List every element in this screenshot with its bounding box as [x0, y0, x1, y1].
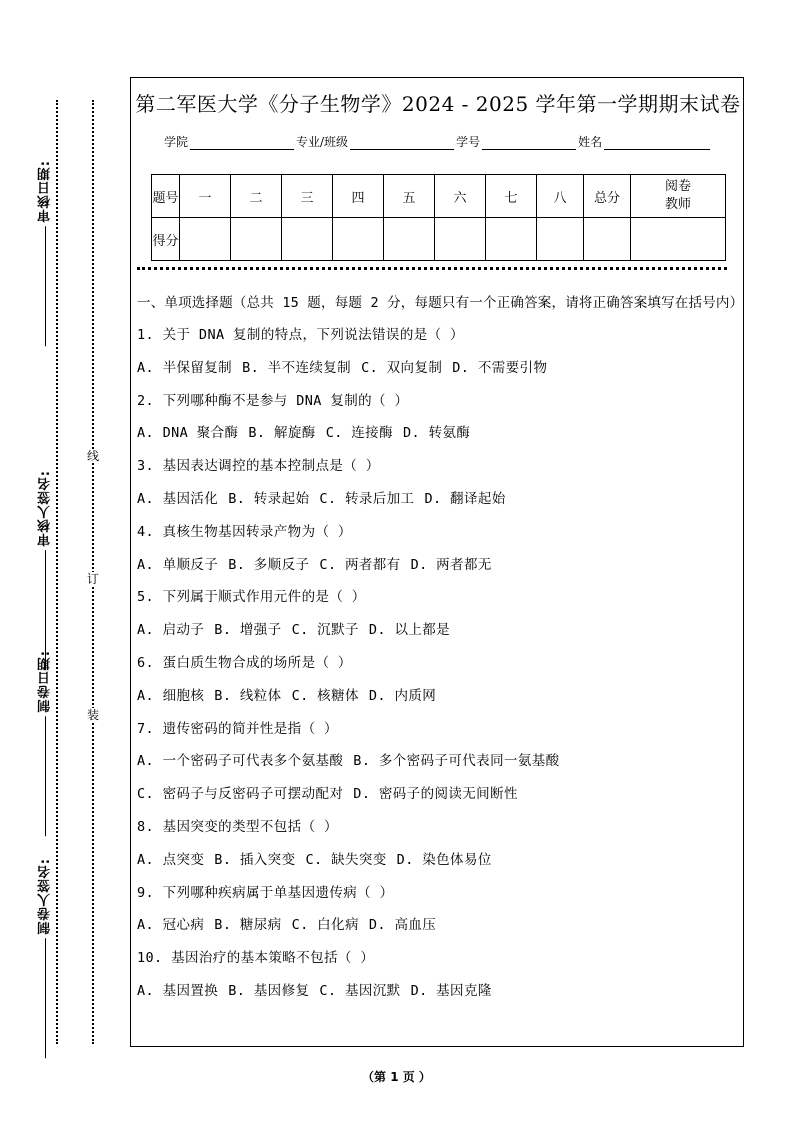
option[interactable]: A. 点突变 [137, 851, 205, 868]
name-field[interactable] [604, 137, 710, 150]
option[interactable]: D. 两者都无 [410, 556, 492, 573]
option[interactable]: A. 启动子 [137, 622, 205, 639]
col-7: 七 [486, 175, 537, 218]
options-9 [137, 909, 742, 942]
options-1 [137, 352, 742, 385]
review-date-label: 审核日期: [36, 160, 55, 346]
option[interactable]: C. 白化病 [291, 917, 359, 934]
option[interactable]: D. 高血压 [368, 917, 437, 934]
question-5: 5. 下列属于顺式作用元件的是（ ） [137, 589, 366, 606]
binding-char-bind: 装 [86, 708, 99, 722]
college-field[interactable] [190, 137, 294, 150]
options-8 [137, 844, 742, 877]
col-8: 八 [537, 175, 584, 218]
score-cell-grader[interactable] [631, 218, 726, 261]
option[interactable]: A. 细胞核 [137, 687, 205, 704]
options-6 [137, 680, 742, 713]
option[interactable]: B. 多个密码子可代表同一氨基酸 [353, 753, 560, 770]
score-table-score-row [152, 218, 726, 261]
option[interactable]: A. 冠心病 [137, 917, 205, 934]
compiler-signature-label: 制卷人签名: [36, 858, 55, 1058]
score-cell-8[interactable] [537, 218, 584, 261]
exam-title: 第二军医大学《分子生物学》2024 - 2025 学年第一学期期末试卷 [135, 92, 741, 116]
review-date-blank[interactable] [45, 226, 46, 346]
col-grader: 阅卷教师 [631, 175, 726, 218]
option[interactable]: C. 转录后加工 [319, 490, 415, 507]
options-5 [137, 614, 742, 647]
score-cell-total[interactable] [584, 218, 631, 261]
options-7a [137, 745, 742, 778]
question-1: 1. 关于 DNA 复制的特点，下列说法错误的是（ ） [137, 327, 464, 343]
option[interactable]: A. 一个密码子可代表多个氨基酸 [137, 753, 344, 770]
option[interactable]: B. 插入突变 [214, 851, 296, 868]
name-label: 姓名 [578, 135, 603, 149]
question-6: 6. 蛋白质生物合成的场所是（ ） [137, 654, 352, 671]
college-label: 学院 [164, 135, 189, 149]
options-2 [137, 417, 742, 450]
question-section [137, 292, 742, 1008]
col-1: 一 [180, 175, 231, 218]
options-7b [137, 778, 742, 811]
col-2: 二 [231, 175, 282, 218]
option[interactable]: C. 双向复制 [361, 359, 443, 376]
score-cell-6[interactable] [435, 218, 486, 261]
option[interactable]: B. 增强子 [214, 622, 282, 639]
separator-dotted-line [137, 267, 727, 270]
score-cell-3[interactable] [282, 218, 333, 261]
question-10: 10. 基因治疗的基本策略不包括（ ） [137, 950, 375, 967]
question-number-label: 题号 [152, 175, 180, 218]
option[interactable]: A. 基因活化 [137, 490, 219, 507]
col-6: 六 [435, 175, 486, 218]
option[interactable]: D. 以上都是 [368, 622, 451, 639]
option[interactable]: B. 半不连续复制 [242, 359, 352, 376]
option[interactable]: A. DNA 聚合酶 [137, 425, 239, 442]
option[interactable]: D. 密码子的阅读无间断性 [353, 786, 518, 803]
option[interactable]: A. 基因置换 [137, 982, 219, 999]
score-label: 得分 [152, 218, 180, 261]
option[interactable]: D. 不需要引物 [452, 359, 548, 376]
question-3: 3. 基因表达调控的基本控制点是（ ） [137, 458, 380, 475]
col-4: 四 [333, 175, 384, 218]
col-3: 三 [282, 175, 333, 218]
question-9: 9. 下列哪种疾病属于单基因遗传病（ ） [137, 884, 394, 901]
binding-char-line: 线 [86, 449, 99, 463]
reviewer-signature-label: 审核人签名: [36, 470, 55, 670]
option[interactable]: C. 连接酶 [325, 425, 393, 442]
major-class-field[interactable] [350, 137, 454, 150]
major-class-label: 专业/班级 [296, 135, 349, 149]
option[interactable]: C. 核糖体 [291, 687, 359, 704]
option[interactable]: C. 密码子与反密码子可摆动配对 [137, 786, 344, 803]
question-7: 7. 遗传密码的简并性是指（ ） [137, 720, 338, 737]
score-cell-7[interactable] [486, 218, 537, 261]
left-dotted-line [56, 100, 58, 1044]
question-4: 4. 真核生物基因转录产物为（ ） [137, 523, 352, 540]
student-id-field[interactable] [482, 137, 576, 150]
binding-char-staple: 订 [86, 572, 99, 586]
col-total: 总分 [584, 175, 631, 218]
option[interactable]: B. 基因修复 [228, 982, 310, 999]
question-8: 8. 基因突变的类型不包括（ ） [137, 818, 338, 835]
option[interactable]: B. 多顺反子 [228, 556, 310, 573]
options-4 [137, 549, 742, 582]
question-2: 2. 下列哪种酶不是参与 DNA 复制的（ ） [137, 392, 409, 409]
score-cell-4[interactable] [333, 218, 384, 261]
option[interactable]: C. 沉默子 [291, 622, 359, 639]
option[interactable]: C. 缺失突变 [305, 851, 387, 868]
score-cell-2[interactable] [231, 218, 282, 261]
score-cell-5[interactable] [384, 218, 435, 261]
student-info-row [164, 133, 712, 150]
student-id-label: 学号 [456, 135, 481, 149]
col-5: 五 [384, 175, 435, 218]
option[interactable]: A. 半保留复制 [137, 359, 233, 376]
section-heading: 一、单项选择题（总共 15 题，每题 2 分，每题只有一个正确答案，请将正确答案填写在括号内） [137, 295, 744, 311]
option[interactable]: A. 单顺反子 [137, 556, 219, 573]
options-10 [137, 975, 742, 1008]
option[interactable]: B. 解旋酶 [248, 425, 316, 442]
compiler-signature-blank[interactable] [45, 938, 46, 1058]
option[interactable]: D. 染色体易位 [396, 851, 492, 868]
score-table [151, 174, 726, 261]
option[interactable]: C. 两者都有 [319, 556, 401, 573]
option[interactable]: B. 线粒体 [214, 687, 282, 704]
option[interactable]: D. 基因克隆 [410, 982, 492, 999]
option[interactable]: D. 内质网 [368, 687, 437, 704]
option[interactable]: D. 翻译起始 [424, 490, 506, 507]
option[interactable]: C. 基因沉默 [319, 982, 401, 999]
compile-date-blank[interactable] [45, 716, 46, 836]
option[interactable]: B. 糖尿病 [214, 917, 282, 934]
compile-date-label: 制卷日期: [36, 650, 55, 836]
page-number: （第 1 页 ） [362, 1070, 431, 1084]
options-3 [137, 483, 742, 516]
option[interactable]: B. 转录起始 [228, 490, 310, 507]
score-cell-1[interactable] [180, 218, 231, 261]
score-table-header-row [152, 175, 726, 218]
option[interactable]: D. 转氨酶 [403, 425, 471, 442]
exam-frame [130, 77, 744, 1047]
